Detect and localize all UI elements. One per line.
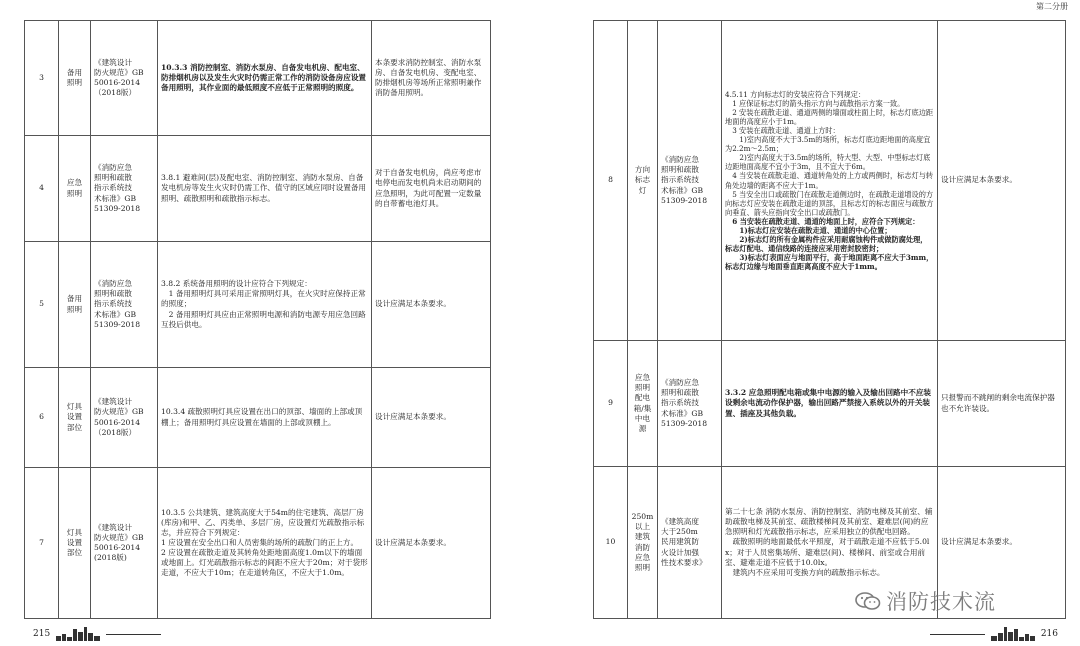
section-header: 第二分册 <box>1036 2 1068 11</box>
row-clause: 4.5.11 方向标志灯的安装应符合下列规定： 1 应保证标志灯的箭头指示方向与疏散指示方案一致。 2 安装在疏散走道、通道两侧的墙面或柱面上时，标志灯底边距地面的高度应小于1m。 3 安装在疏散走道、通道上方时： 1)室内高度不大于3.5m的场所，标志灯底边距地面的高度宜为2.2m～2.5m； 2)室内高度大于3.5m的场所，特大型、大型、中型标志灯底边距地面高度不宜小于3m，且不宜大于6m。 4 当安装在疏散走道、通道转角处的上方或两侧时，标志灯与转角处边墙的距离不应大于1m。 5 当安全出口或疏散门在疏散走道侧边时，在疏散走道增设的方向标志灯应安装在疏散走道的顶部，且标志灯的标志面应与疏散方向垂直、箭头应指向安全出口或疏散门。 6 当安装在疏散走道、通道的地面上时，应符合下列规定： 1)标志灯应安装在疏散走道、通道的中心位置； 2)标志灯的所有金属构件应采用耐腐蚀构件或做防腐处理，标志灯配电、通信线路的连接应采用密封胶密封； 3)标志灯表面应与地面平行，高于地面距离不应大于3mm，标志灯边缘与地面垂直距离高度不应大于1mm。 <box>722 21 938 341</box>
row-clause: 10.3.3 消防控制室、消防水泵房、自备发电机房、配电室、防排烟机房以及发生火灾时仍需正常工作的消防设备房应设置备用照明，其作业面的最低照度不应低于正常照明的照度。 <box>158 21 372 136</box>
row-number: 4 <box>25 136 59 242</box>
row-clause: 3.8.2 系统备用照明的设计应符合下列规定： 1 备用照明灯具可采用正常照明灯具，在火灾时应保持正常的照度； 2 备用照明灯具应由正常照明电源和消防电源专用应急回路互投后供电。 <box>158 242 372 368</box>
row-clause: 10.3.5 公共建筑、建筑高度大于54m的住宅建筑、高层厂房(库房)和甲、乙、丙类单、多层厂房，应设置灯光疏散指示标志，并应符合下列规定： 1 应设置在安全出口和人员密集的场所的疏散门的正上方。 2 应设置在疏散走道及其转角处距地面高度1.0m以下的墙面或地面上。灯光疏散指示标志的间距不应大于20m；对于袋形走道，不应大于10m；在走道转角区，不应大于1.0m。 <box>158 468 372 619</box>
row-category: 备用 照明 <box>59 242 91 368</box>
page-number: 216 <box>1040 629 1058 639</box>
watermark <box>855 586 996 616</box>
row-standard: 《消防应急 照明和疏散 指示系统技 术标准》GB 51309-2018 <box>91 136 158 242</box>
row-remark: 设计应满足本条要求。 <box>372 242 491 368</box>
page-number: 215 <box>33 629 51 639</box>
table-row <box>25 136 491 242</box>
row-remark: 本条要求消防控制室、消防水泵房、自备发电机房、变配电室、防排烟机房等场所正常照明兼作消防备用照明。 <box>372 21 491 136</box>
footer-rule <box>106 634 161 635</box>
row-category: 应急 照明 配电 箱/集 中电 源 <box>628 341 658 467</box>
row-remark: 设计应满足本条要求。 <box>372 468 491 619</box>
row-category: 方向 标志 灯 <box>628 21 658 341</box>
row-standard: 《建筑设计 防火规范》GB 50016-2014 (2018版) <box>91 468 158 619</box>
row-number: 7 <box>25 468 59 619</box>
row-remark: 设计应满足本条要求。 <box>372 368 491 468</box>
row-clause: 3.3.2 应急照明配电箱或集中电源的输入及输出回路中不应装设剩余电流动作保护器，输出回路严禁接入系统以外的开关装置、插座及其他负载。 <box>722 341 938 467</box>
table-row <box>25 21 491 136</box>
left-spec-table <box>24 20 491 619</box>
table-row <box>594 21 1066 341</box>
table-row <box>25 468 491 619</box>
right-page <box>540 0 1080 646</box>
row-number: 8 <box>594 21 628 341</box>
row-category: 应急 照明 <box>59 136 91 242</box>
row-number: 5 <box>25 242 59 368</box>
row-remark: 只报警而不跳闸的剩余电流保护器也不允许装设。 <box>938 341 1066 467</box>
row-number: 10 <box>594 467 628 619</box>
row-standard: 《消防应急 照明和疏散 指示系统技 术标准》GB 51309-2018 <box>91 242 158 368</box>
row-standard: 《消防应急 照明和疏散 指示系统技 术标准》GB 51309-2018 <box>658 21 722 341</box>
right-page-footer <box>930 626 1058 642</box>
row-standard: 《建筑高度 大于250m 民用建筑防 火设计加强 性技术要求》 <box>658 467 722 619</box>
row-category: 250m 以上 建筑 消防 应急 照明 <box>628 467 658 619</box>
row-category: 灯具 设置 部位 <box>59 468 91 619</box>
row-number: 3 <box>25 21 59 136</box>
right-spec-table <box>593 20 1066 619</box>
row-standard: 《消防应急 照明和疏散 指示系统技 术标准》GB 51309-2018 <box>658 341 722 467</box>
row-clause: 10.3.4 疏散照明灯具应设置在出口的顶部、墙面的上部或顶棚上；备用照明灯具应设置在墙面的上部或顶棚上。 <box>158 368 372 468</box>
row-clause: 第二十七条 消防水泵房、消防控制室、消防电梯及其前室、辅助疏散电梯及其前室、疏散楼梯间及其前室、避难层(间)的应急照明和灯光疏散指示标志，应采用独立的供配电回路。 疏散照明的地面最低水平照度，对于疏散走道不应低于5.0lx；对于人员密集场所、避难层(间)、楼梯间、前室或合用前室、避难走道不应低于10.0lx。 建筑内不应采用可变换方向的疏散指示标志。 <box>722 467 938 619</box>
row-category: 备用 照明 <box>59 21 91 136</box>
row-remark: 设计应满足本条要求。 <box>938 467 1066 619</box>
skyline-icon <box>56 627 100 641</box>
table-row <box>25 242 491 368</box>
footer-rule <box>930 634 985 635</box>
left-page-footer <box>33 626 161 642</box>
row-remark: 设计应满足本条要求。 <box>938 21 1066 341</box>
row-number: 6 <box>25 368 59 468</box>
row-standard: 《建筑设计 防火规范》GB 50016-2014 （2018版） <box>91 21 158 136</box>
wechat-icon <box>855 591 881 611</box>
row-number: 9 <box>594 341 628 467</box>
skyline-icon <box>991 627 1035 641</box>
table-row <box>594 341 1066 467</box>
row-remark: 对于自备发电机房，尚应考虑市电停电而发电机尚未启动期间的应急照明，为此可配置一定数量的自带蓄电池灯具。 <box>372 136 491 242</box>
table-row <box>25 368 491 468</box>
row-category: 灯具 设置 部位 <box>59 368 91 468</box>
row-standard: 《建筑设计 防火规范》GB 50016-2014 （2018版） <box>91 368 158 468</box>
row-clause: 3.8.1 避难间(层)及配电室、消防控制室、消防水泵房、自备发电机房等发生火灾时仍需工作、值守的区域应同时设置备用照明、疏散照明和疏散指示标志。 <box>158 136 372 242</box>
watermark-text: 消防技术流 <box>886 590 996 614</box>
